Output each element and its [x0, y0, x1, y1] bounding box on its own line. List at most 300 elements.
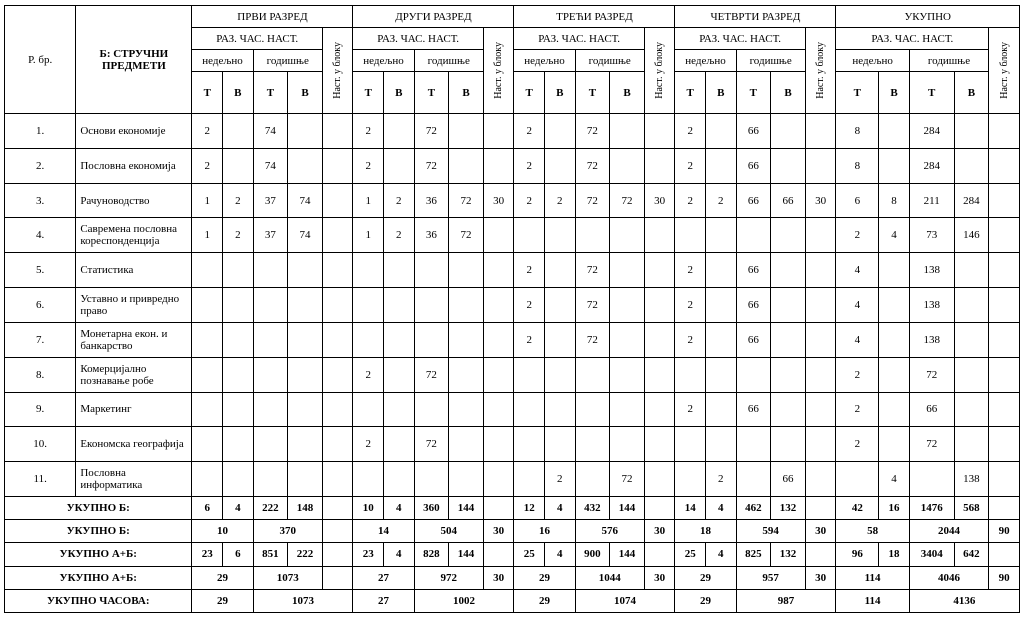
hours-cell: [449, 114, 484, 149]
hours-cell: [414, 253, 449, 288]
hours-cell: [223, 357, 254, 392]
raz-header: РАЗ. ЧАС. НАСТ.: [675, 28, 805, 50]
hours-cell: [414, 288, 449, 323]
hours-cell: 2: [675, 288, 706, 323]
hours-cell: [322, 218, 353, 253]
row-number: 6.: [5, 288, 76, 323]
table-row: [5, 288, 1020, 323]
hours-cell: [771, 253, 806, 288]
hours-cell: [288, 462, 323, 497]
total-cell: 642: [954, 543, 989, 566]
block-total: 30: [805, 566, 836, 589]
hours-cell: 2: [836, 392, 879, 427]
hours-cell: 72: [449, 218, 484, 253]
hours-cell: [705, 218, 736, 253]
weekly-header: недељно: [353, 50, 414, 72]
block-header: Наст. у блоку: [805, 28, 836, 114]
total-cell: 4: [384, 543, 415, 566]
hours-cell: [989, 218, 1020, 253]
hours-cell: 138: [909, 288, 954, 323]
hours-cell: 138: [909, 253, 954, 288]
yearly-total: 987: [736, 589, 836, 612]
hours-cell: [288, 253, 323, 288]
hours-cell: [288, 114, 323, 149]
hours-cell: 72: [575, 114, 610, 149]
row-number: 7.: [5, 322, 76, 357]
total-cell: 144: [449, 543, 484, 566]
hours-cell: [322, 253, 353, 288]
row-number: 1.: [5, 114, 76, 149]
yearly-header: годишње: [253, 50, 322, 72]
hours-cell: 66: [771, 462, 806, 497]
hours-cell: [879, 322, 910, 357]
hours-cell: [954, 148, 989, 183]
weekly-header: недељно: [514, 50, 575, 72]
total-cell: 6: [223, 543, 254, 566]
hours-cell: [192, 322, 223, 357]
total-cell: [989, 543, 1020, 566]
hours-cell: [989, 114, 1020, 149]
hours-cell: [483, 148, 514, 183]
hours-cell: [192, 357, 223, 392]
hours-cell: [954, 427, 989, 462]
curriculum-table: [4, 5, 1020, 613]
weekly-total: 29: [192, 566, 253, 589]
hours-cell: [545, 114, 576, 149]
block-total: 30: [644, 520, 675, 543]
hours-cell: [805, 357, 836, 392]
total-label: УКУПНО Б:: [5, 496, 192, 519]
hours-cell: [771, 218, 806, 253]
hours-cell: [353, 288, 384, 323]
hours-cell: [353, 392, 384, 427]
subject-name: Пословна информатика: [76, 462, 192, 497]
hours-cell: [575, 218, 610, 253]
practice-header: В: [545, 72, 576, 114]
hours-cell: 72: [909, 427, 954, 462]
hours-cell: 211: [909, 183, 954, 218]
hours-cell: [644, 462, 675, 497]
total-cell: 16: [879, 496, 910, 519]
hours-cell: [989, 183, 1020, 218]
hours-cell: [192, 427, 223, 462]
hours-cell: 2: [675, 148, 706, 183]
hours-cell: [805, 114, 836, 149]
hours-cell: 1: [192, 218, 223, 253]
total-cell: 222: [253, 496, 288, 519]
total-cell: 144: [449, 496, 484, 519]
block-header: Наст. у блоку: [483, 28, 514, 114]
hours-cell: [384, 288, 415, 323]
hours-cell: 2: [675, 392, 706, 427]
hours-cell: [954, 114, 989, 149]
subjects-header: Б: СТРУЧНИ ПРЕДМЕТИ: [76, 6, 192, 114]
total-cell: [805, 543, 836, 566]
hours-cell: 2: [353, 357, 384, 392]
subject-name: Уставно и привредно право: [76, 288, 192, 323]
hours-cell: [545, 148, 576, 183]
grade-3-header: ТРЕЋИ РАЗРЕД: [514, 6, 675, 28]
hours-cell: 72: [575, 253, 610, 288]
hours-cell: [879, 114, 910, 149]
total-cell: 568: [954, 496, 989, 519]
subject-name: Економска географија: [76, 427, 192, 462]
weekly-header: недељно: [836, 50, 909, 72]
yearly-header: годишње: [575, 50, 644, 72]
hours-cell: 66: [736, 253, 771, 288]
yearly-total: 957: [736, 566, 805, 589]
hours-cell: [514, 427, 545, 462]
hours-cell: 2: [675, 322, 706, 357]
total-cell: 148: [288, 496, 323, 519]
hours-cell: 8: [836, 148, 879, 183]
hours-cell: [879, 392, 910, 427]
yearly-total: 1002: [414, 589, 514, 612]
hours-cell: [322, 114, 353, 149]
hours-cell: [644, 253, 675, 288]
hours-cell: [989, 288, 1020, 323]
yearly-total: 2044: [909, 520, 988, 543]
total-label: УКУПНО А+Б:: [5, 543, 192, 566]
hours-cell: [192, 392, 223, 427]
hours-cell: 36: [414, 218, 449, 253]
theory-header: Т: [414, 72, 449, 114]
hours-cell: 1: [353, 183, 384, 218]
hours-cell: 4: [879, 218, 910, 253]
block-total: [322, 566, 353, 589]
hours-cell: 73: [909, 218, 954, 253]
total-header: УКУПНО: [836, 6, 1020, 28]
total-cell: 132: [771, 543, 806, 566]
hours-cell: 2: [514, 183, 545, 218]
hours-cell: [989, 148, 1020, 183]
hours-cell: [644, 392, 675, 427]
hours-cell: [353, 253, 384, 288]
hours-cell: [644, 288, 675, 323]
subject-name: Савремена пословна кореспонденција: [76, 218, 192, 253]
hours-cell: [322, 288, 353, 323]
practice-header: В: [954, 72, 989, 114]
hours-cell: [675, 462, 706, 497]
total-cell: 3404: [909, 543, 954, 566]
weekly-total: 58: [836, 520, 909, 543]
total-row: [5, 520, 1020, 543]
hours-cell: 37: [253, 218, 288, 253]
row-number: 2.: [5, 148, 76, 183]
hours-cell: 72: [414, 427, 449, 462]
weekly-total: 29: [675, 566, 736, 589]
hours-cell: 2: [675, 114, 706, 149]
hours-cell: [954, 392, 989, 427]
hours-cell: [449, 322, 484, 357]
hours-cell: [253, 392, 288, 427]
hours-cell: [288, 148, 323, 183]
hours-cell: [644, 427, 675, 462]
hours-cell: [483, 218, 514, 253]
hours-cell: [644, 114, 675, 149]
hours-cell: [483, 322, 514, 357]
hours-cell: [449, 357, 484, 392]
hours-cell: [610, 288, 645, 323]
total-cell: 4: [384, 496, 415, 519]
weekly-total: 29: [675, 589, 736, 612]
hours-cell: [223, 427, 254, 462]
total-cell: [322, 543, 353, 566]
table-row: [5, 322, 1020, 357]
hours-cell: 72: [414, 357, 449, 392]
subject-name: Комерцијално познавање робе: [76, 357, 192, 392]
hours-cell: 72: [414, 148, 449, 183]
theory-header: Т: [575, 72, 610, 114]
total-cell: 851: [253, 543, 288, 566]
hours-cell: [223, 114, 254, 149]
hours-cell: 74: [253, 148, 288, 183]
hours-cell: 74: [288, 183, 323, 218]
hours-cell: [954, 322, 989, 357]
hours-cell: 2: [353, 148, 384, 183]
hours-cell: [610, 114, 645, 149]
hours-cell: [483, 427, 514, 462]
hours-cell: [545, 357, 576, 392]
hours-cell: [253, 253, 288, 288]
block-header: Наст. у блоку: [989, 28, 1020, 114]
total-cell: 144: [610, 496, 645, 519]
block-header: Наст. у блоку: [322, 28, 353, 114]
hours-cell: [192, 253, 223, 288]
hours-cell: 2: [223, 218, 254, 253]
hours-cell: [449, 148, 484, 183]
hours-cell: [954, 253, 989, 288]
hours-cell: [322, 183, 353, 218]
hours-cell: [223, 288, 254, 323]
hours-cell: [384, 357, 415, 392]
subject-name: Рачуноводство: [76, 183, 192, 218]
hours-cell: [514, 462, 545, 497]
weekly-total: 10: [192, 520, 253, 543]
yearly-total: 1074: [575, 589, 675, 612]
total-row: [5, 589, 1020, 612]
row-number-header: Р. бр.: [5, 6, 76, 114]
hours-cell: [805, 218, 836, 253]
hours-cell: [449, 392, 484, 427]
hours-cell: 2: [192, 148, 223, 183]
hours-cell: [449, 253, 484, 288]
hours-cell: [483, 392, 514, 427]
yearly-header: годишње: [736, 50, 805, 72]
weekly-total: 14: [353, 520, 414, 543]
hours-cell: 66: [736, 183, 771, 218]
hours-cell: [610, 218, 645, 253]
subject-name: Статистика: [76, 253, 192, 288]
total-row: [5, 566, 1020, 589]
hours-cell: [909, 462, 954, 497]
hours-cell: [736, 427, 771, 462]
total-cell: 18: [879, 543, 910, 566]
hours-cell: 2: [192, 114, 223, 149]
weekly-header: недељно: [675, 50, 736, 72]
hours-cell: 66: [736, 148, 771, 183]
hours-cell: 72: [449, 183, 484, 218]
hours-cell: [805, 427, 836, 462]
hours-cell: [483, 462, 514, 497]
hours-cell: [288, 427, 323, 462]
yearly-total: 1073: [253, 589, 353, 612]
hours-cell: 138: [954, 462, 989, 497]
hours-cell: [253, 322, 288, 357]
hours-cell: 2: [545, 183, 576, 218]
hours-cell: [771, 114, 806, 149]
hours-cell: [223, 322, 254, 357]
hours-cell: 146: [954, 218, 989, 253]
theory-header: Т: [675, 72, 706, 114]
hours-cell: [223, 462, 254, 497]
hours-cell: 2: [223, 183, 254, 218]
hours-cell: [954, 288, 989, 323]
hours-cell: 284: [909, 114, 954, 149]
hours-cell: [253, 462, 288, 497]
total-cell: 4: [705, 496, 736, 519]
total-cell: 900: [575, 543, 610, 566]
block-total: 30: [483, 520, 514, 543]
total-cell: 828: [414, 543, 449, 566]
yearly-total: 4046: [909, 566, 988, 589]
theory-header: Т: [909, 72, 954, 114]
theory-header: Т: [192, 72, 223, 114]
hours-cell: [545, 288, 576, 323]
hours-cell: [705, 427, 736, 462]
hours-cell: [384, 392, 415, 427]
grade-1-header: ПРВИ РАЗРЕД: [192, 6, 353, 28]
table-row: [5, 462, 1020, 497]
hours-cell: 2: [675, 253, 706, 288]
hours-cell: [805, 288, 836, 323]
row-number: 8.: [5, 357, 76, 392]
hours-cell: 37: [253, 183, 288, 218]
total-cell: [483, 496, 514, 519]
total-cell: 23: [353, 543, 384, 566]
hours-cell: 2: [514, 253, 545, 288]
practice-header: В: [771, 72, 806, 114]
hours-cell: [736, 462, 771, 497]
total-cell: 1476: [909, 496, 954, 519]
hours-cell: [805, 392, 836, 427]
hours-cell: [545, 322, 576, 357]
subject-name: Пословна економија: [76, 148, 192, 183]
subject-name: Монетарна екон. и банкарство: [76, 322, 192, 357]
hours-cell: [483, 114, 514, 149]
hours-cell: [771, 392, 806, 427]
hours-cell: 8: [879, 183, 910, 218]
total-cell: [644, 496, 675, 519]
total-label: УКУПНО Б:: [5, 520, 192, 543]
hours-cell: [705, 148, 736, 183]
hours-cell: [322, 462, 353, 497]
practice-header: В: [223, 72, 254, 114]
hours-cell: [705, 322, 736, 357]
hours-cell: 30: [805, 183, 836, 218]
hours-cell: [384, 427, 415, 462]
hours-cell: [483, 253, 514, 288]
yearly-total: 4136: [909, 589, 1019, 612]
hours-cell: [384, 148, 415, 183]
hours-cell: 2: [545, 462, 576, 497]
row-number: 4.: [5, 218, 76, 253]
row-number: 11.: [5, 462, 76, 497]
hours-cell: 66: [736, 114, 771, 149]
yearly-total: 370: [253, 520, 322, 543]
hours-cell: [514, 392, 545, 427]
weekly-total: 27: [353, 566, 414, 589]
hours-cell: 2: [384, 183, 415, 218]
yearly-total: 594: [736, 520, 805, 543]
weekly-total: 27: [353, 589, 414, 612]
hours-cell: [322, 357, 353, 392]
block-total: [322, 520, 353, 543]
table-row: [5, 357, 1020, 392]
hours-cell: 2: [514, 322, 545, 357]
theory-header: Т: [514, 72, 545, 114]
hours-cell: 72: [610, 462, 645, 497]
block-total: 30: [644, 566, 675, 589]
total-cell: 23: [192, 543, 223, 566]
hours-cell: [610, 392, 645, 427]
hours-cell: [989, 357, 1020, 392]
row-number: 5.: [5, 253, 76, 288]
practice-header: В: [705, 72, 736, 114]
hours-cell: 72: [575, 148, 610, 183]
total-row: [5, 543, 1020, 566]
row-number: 10.: [5, 427, 76, 462]
hours-cell: [384, 322, 415, 357]
hours-cell: [705, 114, 736, 149]
hours-cell: [192, 462, 223, 497]
hours-cell: [989, 462, 1020, 497]
row-number: 9.: [5, 392, 76, 427]
hours-cell: [322, 322, 353, 357]
hours-cell: 4: [836, 322, 879, 357]
hours-cell: 2: [353, 427, 384, 462]
hours-cell: [449, 427, 484, 462]
hours-cell: [483, 357, 514, 392]
total-cell: 25: [514, 543, 545, 566]
block-total: 90: [989, 520, 1020, 543]
hours-cell: [836, 462, 879, 497]
hours-cell: [879, 148, 910, 183]
hours-cell: [322, 148, 353, 183]
hours-cell: 6: [836, 183, 879, 218]
hours-cell: 72: [610, 183, 645, 218]
weekly-total: 114: [836, 566, 909, 589]
hours-cell: [675, 427, 706, 462]
hours-cell: [545, 253, 576, 288]
grade-2-header: ДРУГИ РАЗРЕД: [353, 6, 514, 28]
hours-cell: [805, 462, 836, 497]
hours-cell: [414, 462, 449, 497]
weekly-total: 29: [514, 589, 575, 612]
hours-cell: [644, 322, 675, 357]
hours-cell: 2: [836, 357, 879, 392]
hours-cell: 4: [836, 288, 879, 323]
total-cell: 132: [771, 496, 806, 519]
hours-cell: 66: [736, 392, 771, 427]
raz-header: РАЗ. ЧАС. НАСТ.: [353, 28, 483, 50]
hours-cell: 30: [483, 183, 514, 218]
hours-cell: [449, 288, 484, 323]
hours-cell: [322, 392, 353, 427]
hours-cell: [288, 322, 323, 357]
hours-cell: [353, 322, 384, 357]
hours-cell: [384, 253, 415, 288]
